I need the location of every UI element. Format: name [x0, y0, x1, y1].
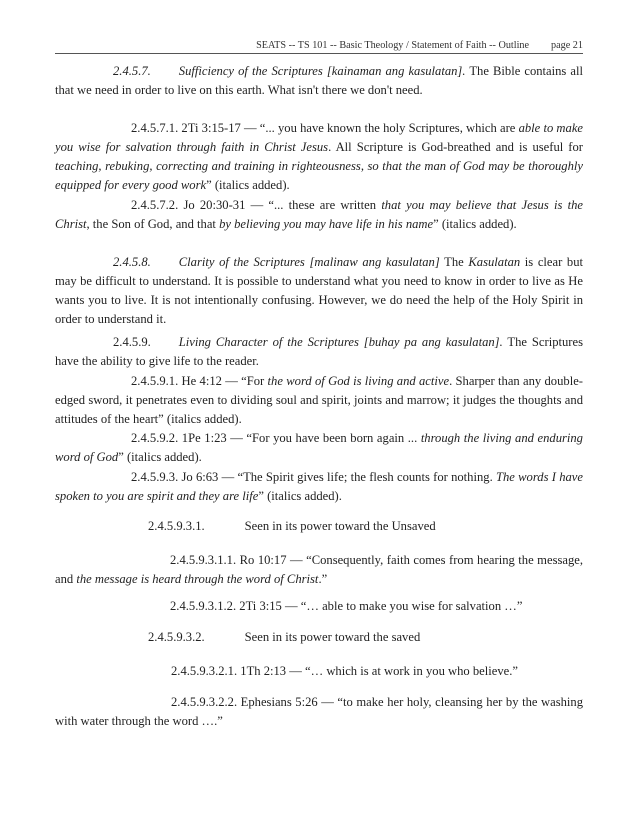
verse-reference: 2.4.5.9.3.1.1. Ro 10:17 — “Consequently, faith comes from hearing the message, and: [55, 553, 583, 586]
verse-reference: 2.4.5.7.1. 2Ti 3:15-17 — “... you have known the holy Scriptures, which are: [131, 121, 519, 135]
subsection-2-4-5-9-3-1: [55, 517, 583, 536]
verse-2-4-5-9-3-1-1: [55, 551, 583, 589]
section-2-4-5-8: [55, 253, 583, 329]
verse-text: , the Son of God, and that: [86, 217, 220, 231]
verse-2-4-5-9-3-2-1: [55, 662, 583, 681]
italic-quote: through the living and enduring word of God: [55, 431, 583, 464]
verse-reference: 2.4.5.9.1. He 4:12 — “For: [131, 374, 268, 388]
header-title: SEATS -- TS 101 -- Basic Theology / Statement of Faith -- Outline: [256, 40, 530, 51]
italic-quote: able to make you wise for salvation through faith in Christ Jesus: [55, 121, 583, 154]
italic-quote: the message is heard through the word of Christ: [76, 572, 319, 586]
verse-text: ” (italics added).: [433, 217, 517, 231]
section-number: 2.4.5.9.: [113, 335, 151, 349]
verse-2-4-5-9-2: [55, 429, 583, 467]
verse-2-4-5-9-3-2-2: [55, 693, 583, 731]
italic-quote: by believing you may have life in his name: [219, 217, 434, 231]
verse-2-4-5-7-2: [55, 196, 583, 234]
section-number: 2.4.5.9.3.2.: [148, 630, 205, 644]
section-text: The: [439, 255, 469, 269]
verse-text: . All Scripture is God-breathed and is useful for: [328, 140, 583, 154]
verse-text: 2.4.5.9.3.2.1. 1Th 2:13 — “… which is at work in you who believe.”: [171, 664, 518, 678]
page-header: [55, 40, 583, 54]
verse-reference: 2.4.5.9.3. Jo 6:63 — “The Spirit gives life; the flesh counts for nothing.: [131, 470, 496, 484]
section-number: 2.4.5.7.: [113, 64, 151, 78]
verse-text: ” (italics added).: [118, 450, 202, 464]
verse-text: 2.4.5.9.3.2.2. Ephesians 5:26 — “to make her holy, cleansing her by the washing with water through the word ….”: [55, 695, 583, 728]
section-number: 2.4.5.9.3.1.: [148, 519, 205, 533]
section-heading: Sufficiency of the Scriptures [kainaman ang kasulatan].: [178, 64, 466, 78]
section-2-4-5-7: [55, 62, 583, 100]
verse-text: ” (italics added).: [258, 489, 342, 503]
verse-text: . Sharper than any double-edged sword, it penetrates even to dividing soul and spirit, joints and marrow; it judges the thoughts and attitudes of the heart” (italics added).: [55, 374, 583, 426]
section-text: Seen in its power toward the saved: [244, 630, 421, 644]
verse-2-4-5-7-1: [55, 119, 583, 195]
italic-quote: The words I have spoken to you are spirit and they are life: [55, 470, 583, 503]
verse-reference: 2.4.5.7.2. Jo 20:30-31 — “... these are written: [131, 198, 382, 212]
section-text: Seen in its power toward the Unsaved: [244, 519, 436, 533]
page-number: page 21: [551, 40, 583, 51]
section-2-4-5-9: [55, 333, 583, 371]
verse-reference: 2.4.5.9.2. 1Pe 1:23 — “For you have been born again ...: [131, 431, 421, 445]
section-heading: Living Character of the Scriptures [buhay pa ang kasulatan].: [178, 335, 503, 349]
italic-quote: that you may believe that Jesus is the Christ: [55, 198, 584, 231]
section-heading: Clarity of the Scriptures [malinaw ang kasulatan]: [178, 255, 440, 269]
verse-2-4-5-9-3-1-2: [55, 597, 583, 616]
section-number: 2.4.5.8.: [113, 255, 151, 269]
section-text: The Scriptures have the ability to give life to the reader.: [55, 335, 583, 368]
verse-text: 2.4.5.9.3.1.2. 2Ti 3:15 — “… able to make you wise for salvation …”: [170, 599, 523, 613]
verse-2-4-5-9-1: [55, 372, 583, 429]
italic-word: Kasulatan: [468, 255, 521, 269]
subsection-2-4-5-9-3-2: [55, 628, 583, 647]
verse-text: .”: [318, 572, 328, 586]
section-text: The Bible contains all that we need in order to live on this earth. What isn't there we don't need.: [55, 64, 583, 97]
verse-2-4-5-9-3: [55, 468, 583, 506]
verse-text: ” (italics added).: [206, 178, 290, 192]
section-text: is clear but may be difficult to understand. It is possible to understand what you need to know in order to live as He wants you to live. It is not intentionally confusing. However, we do need the help of the Holy Spirit in order to understand it.: [55, 255, 584, 326]
italic-quote: teaching, rebuking, correcting and training in righteousness, so that the man of God may be thoroughly equipped for every good work: [55, 159, 583, 192]
italic-quote: the word of God is living and active: [267, 374, 450, 388]
